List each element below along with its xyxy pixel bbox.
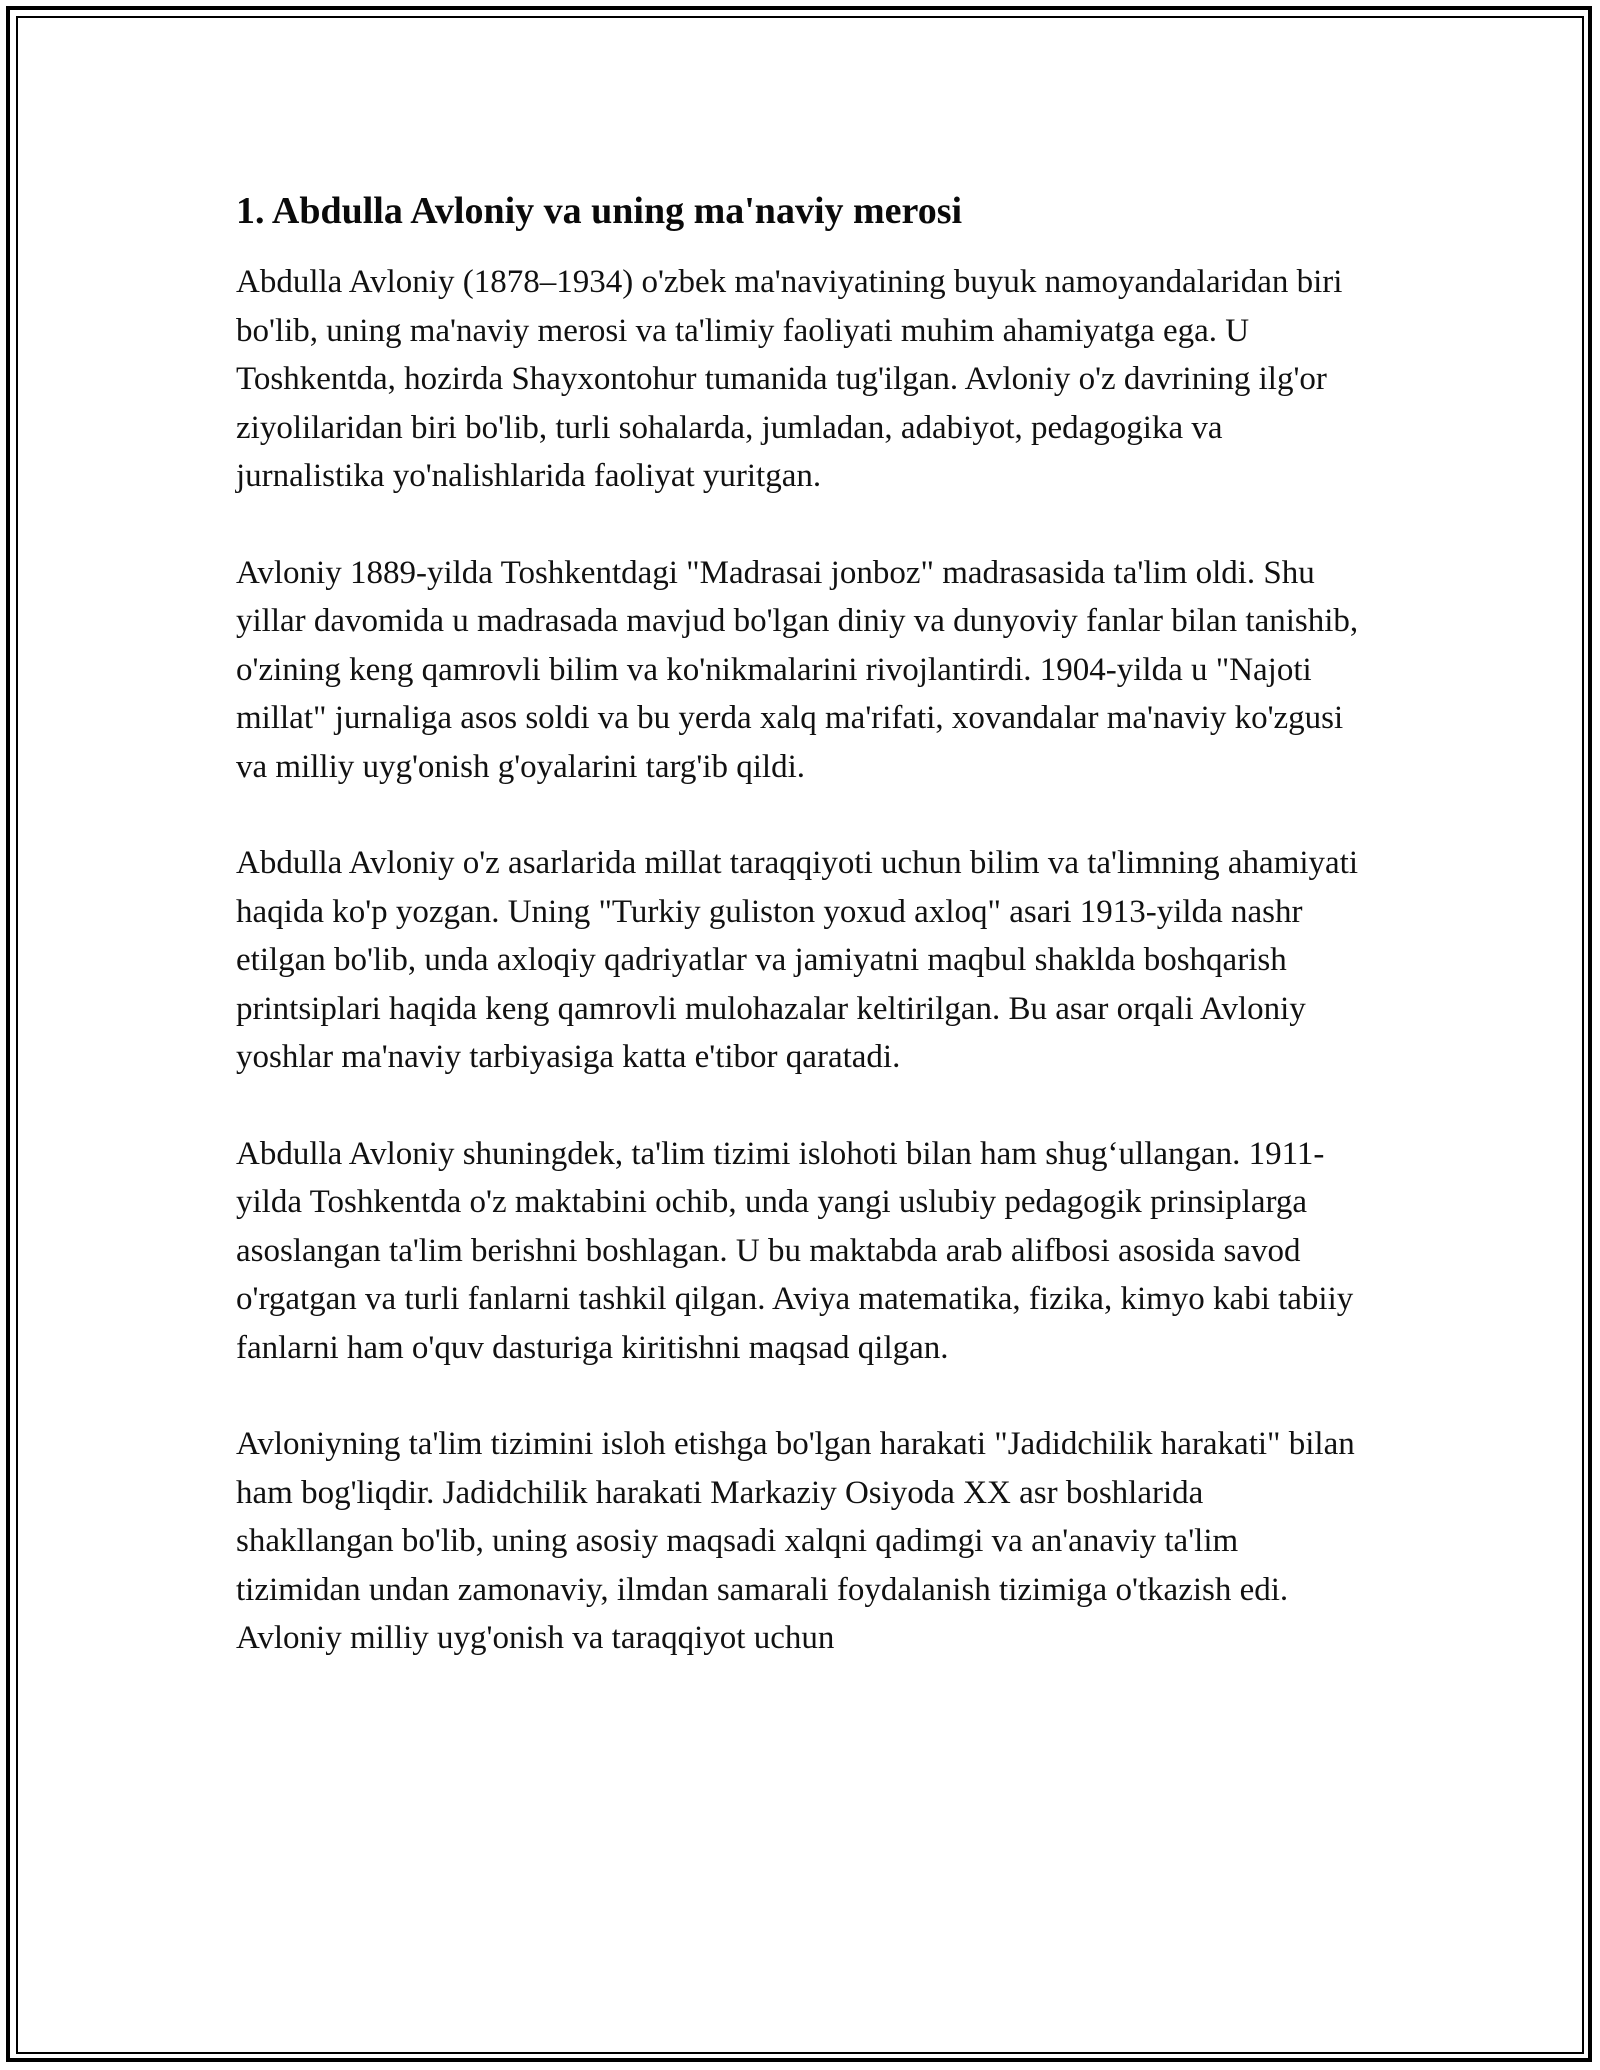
paragraph-4: Abdulla Avloniy shuningdek, ta'lim tizimi islohoti bilan ham shug‘ullangan. 1911-yilda Toshkentda o'z maktabini ochib, unda yangi uslubiy pedagogik prinsiplarga asoslangan ta'lim berishni boshlagan. U bu maktabda arab alifbosi asosida savod o'rgatgan va turli fanlarni tashkil qilgan. Aviya matematika, fizika, kimyo kabi tabiiy fanlarni ham o'quv dasturiga kiritishni maqsad qilgan. (236, 1135, 1354, 1366)
paragraph-3: Abdulla Avloniy o'z asarlarida millat taraqqiyoti uchun bilim va ta'limning ahamiyati haqida ko'p yozgan. Uning "Turkiy guliston yoxud axloq" asari 1913-yilda nashr etilgan bo'lib, unda axloqiy qadriyatlar va jamiyatni maqbul shaklda boshqarish printsiplari haqida keng qamrovli mulohazalar keltirilgan. Bu asar orqali Avloniy yoshlar ma'naviy tarbiyasiga katta e'tibor qaratadi. (236, 845, 1359, 1075)
paragraph-5: Avloniyning ta'lim tizimini isloh etishga bo'lgan harakati "Jadidchilik harakati" bilan ham bog'liqdir. Jadidchilik harakati Markaziy Osiyoda XX asr boshlarida shakllangan bo'lib, uning asosiy maqsadi xalqni qadimgi va an'anaviy ta'lim tizimidan undan zamonaviy, ilmdan samarali foydalanish tizimiga o'tkazish edi. Avloniy milliy uyg'onish va taraqqiyot uchun (236, 1426, 1355, 1656)
document-body (236, 186, 1366, 1711)
paragraph-1: Abdulla Avloniy (1878–1934) o'zbek ma'naviyatining buyuk namoyandalaridan biri bo'lib, uning ma'naviy merosi va ta'limiy faoliyati muhim ahamiyatga ega. U Toshkentda, hozirda Shayxontohur tumanida tug'ilgan. Avloniy o'z davrining ilg'or ziyolilaridan biri bo'lib, turli sohalarda, jumladan, adabiyot, pedagogika va jurnalistika yo'nalishlarida faoliyat yuritgan. (236, 264, 1343, 494)
section-heading: 1. Abdulla Avloniy va uning ma'naviy merosi (236, 190, 963, 232)
paragraph-2: Avloniy 1889-yilda Toshkentdagi "Madrasai jonboz" madrasasida ta'lim oldi. Shu yillar davomida u madrasada mavjud bo'lgan diniy va dunyoviy fanlar bilan tanishib, o'zining keng qamrovli bilim va ko'nikmalarini rivojlantirdi. 1904-yilda u "Najoti millat" jurnaliga asos soldi va bu yerda xalq ma'rifati, xovandalar ma'naviy ko'zgusi va milliy uyg'onish g'oyalarini targ'ib qildi. (236, 554, 1359, 785)
